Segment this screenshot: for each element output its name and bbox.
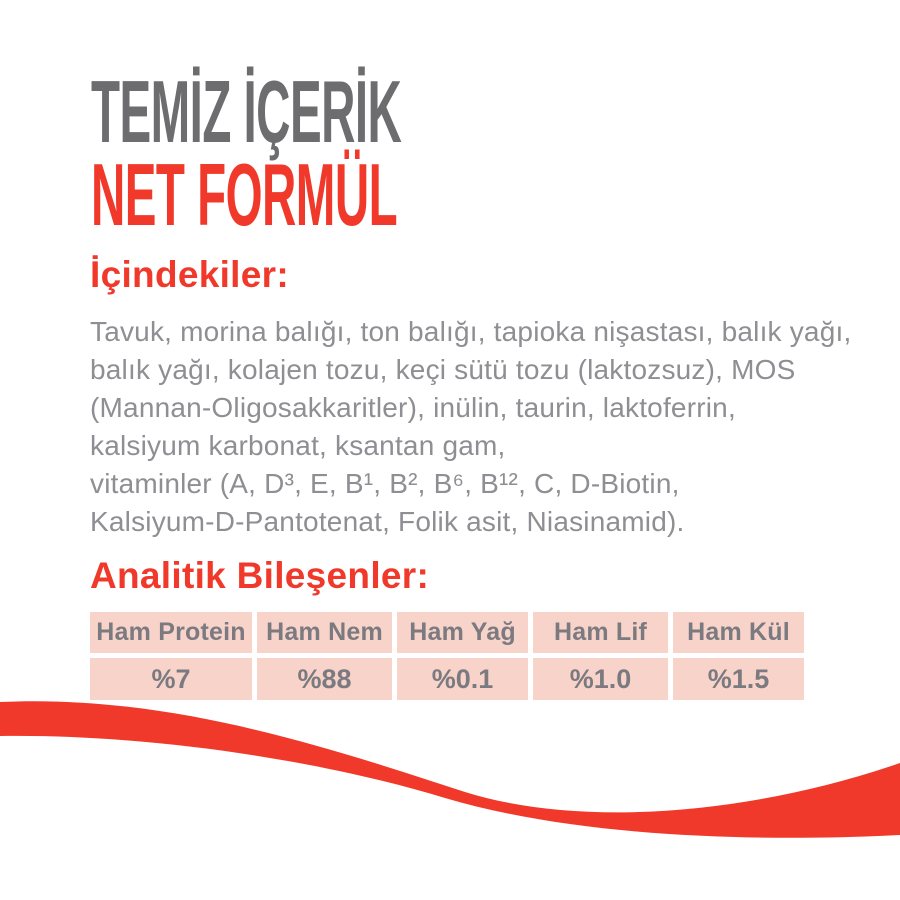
analytical-table [90, 612, 804, 700]
table-value-cell-yag: %0.1 [397, 658, 528, 700]
analytical-heading: Analitik Bileşenler: [90, 555, 430, 596]
table-header-cell-ham-protein: Ham Protein [90, 612, 252, 653]
table-header-cell-ham-kul: Ham Kül [673, 612, 804, 653]
ingredient-line: vitaminler (A, D³, E, B¹, B², B⁶, B¹², C, D-Biotin, [90, 468, 680, 499]
ingredient-line: kalsiyum karbonat, ksantan gam, [90, 430, 506, 461]
title-net-formula: NET FORMÜL [91, 145, 398, 244]
ingredient-line: Kalsiyum-D-Pantotenat, Folik asit, Niasinamid). [90, 506, 685, 537]
table-value-cell-protein: %7 [90, 658, 252, 700]
table-value-cell-kul: %1.5 [673, 658, 804, 700]
table-header-cell-ham-nem: Ham Nem [257, 612, 392, 653]
table-header-cell-ham-lif: Ham Lif [533, 612, 668, 653]
table-value-cell-lif: %1.0 [533, 658, 668, 700]
ingredients-heading: İçindekiler: [90, 254, 289, 295]
table-value-cell-nem: %88 [257, 658, 392, 700]
main-title [91, 62, 666, 244]
ingredients-text [90, 313, 852, 541]
ingredient-line: Tavuk, morina balığı, ton balığı, tapioka nişastası, balık yağı, [90, 316, 852, 347]
ingredient-line: balık yağı, kolajen tozu, keçi sütü tozu (laktozsuz), MOS [90, 354, 796, 385]
ingredient-line: (Mannan-Oligosakkaritler), inülin, taurin, laktoferrin, [90, 392, 736, 423]
red-swoosh-graphic [0, 690, 900, 900]
title-clean-content: TEMİZ İÇERİK [91, 62, 402, 161]
table-header-cell-ham-yag: Ham Yağ [397, 612, 528, 653]
